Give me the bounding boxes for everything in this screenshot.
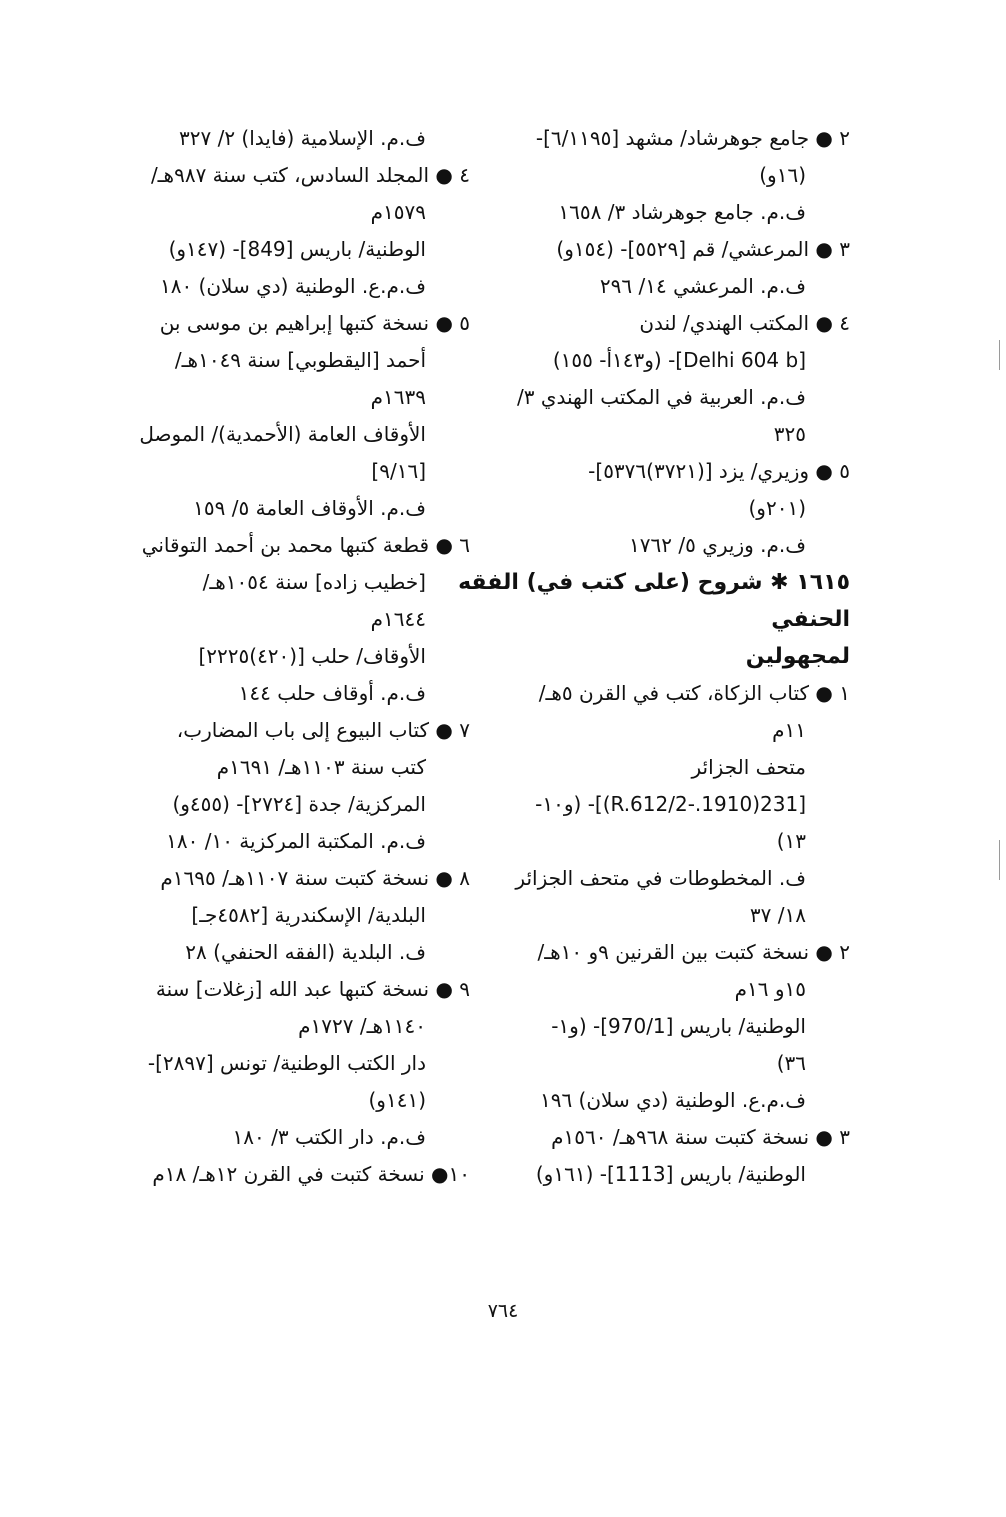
entry-detail-line: ف.م. المكتبة المركزية ١٠/ ١٨٠ [166, 829, 426, 853]
scan-edge-mark [999, 340, 1000, 370]
entry-detail-line: ف.م. الأوقاف العامة ٥/ ١٥٩ [193, 496, 426, 520]
section-subheading: لمجهولين [745, 644, 850, 669]
entry-detail-line: [خطيب زاده] سنة ١٠٥٤هـ/ [202, 570, 426, 594]
entry-detail-line: ف.م. الإسلامية (فايدا) ٢/ ٣٢٧ [178, 126, 426, 150]
entry-detail-line: الوطنية/ باريس [970/1]- (و١- [551, 1014, 806, 1038]
entry-detail-line: ف. البلدية (الفقه الحنفي) ٢٨ [185, 940, 426, 964]
section-title-line2: الحنفي [771, 607, 850, 632]
scan-edge-mark [999, 840, 1000, 880]
entry-detail-line: ١٦٣٩م [370, 385, 426, 409]
entry-detail-line: المركزية/ جدة [٢٧٢٤]- (٤٥٥و) [172, 792, 426, 816]
left-entries [125, 120, 470, 1193]
entry-detail-line: ٣٦) [776, 1051, 806, 1075]
entry-detail-line: ف.م. جامع جوهرشاد ٣/ ١٦٥٨ [558, 200, 806, 224]
entry-detail-line: ف.م. وزيري ٥/ ١٧٦٢ [629, 533, 806, 557]
entry-bullet-line: ٨ ● نسخة كتبت سنة ١١٠٧هـ/ ١٦٩٥م [160, 866, 470, 890]
entry-detail-line: (١٤١و) [368, 1088, 426, 1112]
entry-detail-line: [٩/١٦] [371, 459, 426, 483]
right-column [458, 120, 850, 1193]
entry-detail-line: ١٥٧٩م [370, 200, 426, 224]
entry-detail-line: ١٦٤٤م [370, 607, 426, 631]
entry-bullet-line: ٩ ● نسخة كتبها عبد الله [زغلات] سنة [155, 977, 470, 1001]
left-column [125, 120, 470, 1193]
right-entries-after-heading [505, 675, 850, 1193]
section-star-icon: ✱ [770, 570, 789, 595]
entry-bullet-line: ٤ ● المكتب الهندي/ لندن [639, 311, 850, 335]
entry-detail-line: أحمد [اليقطوبي] سنة ١٠٤٩هـ/ [174, 348, 426, 372]
entry-detail-line: [Delhi 604 b]- (و١٤٣أ- ١٥٥) [552, 348, 806, 372]
entry-bullet-line: ٧ ● كتاب البيوع إلى باب المضارب، [176, 718, 470, 742]
entry-detail-line: ف. المخطوطات في متحف الجزائر [515, 866, 806, 890]
entry-detail-line: الوطنية/ باريس [1113]- (١٦١و) [535, 1162, 806, 1186]
section-heading [458, 564, 850, 601]
entry-bullet-line: ٥ ● وزيري/ يزد [(٣٧٢١)٥٣٧٦]- [588, 459, 850, 483]
entry-detail-line: ف.م. العربية في المكتب الهندي ٣/ [517, 385, 806, 409]
entry-bullet-line: ٢ ● جامع جوهرشاد/ مشهد [٦/١١٩٥]- [535, 126, 850, 150]
page-number: ٧٦٤ [487, 1300, 519, 1322]
entry-detail-line: ١٥و ١٦م [734, 977, 806, 1001]
entry-detail-line: ف.م.ع. الوطنية (دي سلان) ١٩٦ [539, 1088, 806, 1112]
entry-detail-line: الوطنية/ باريس [849]- (١٤٧و) [168, 237, 426, 261]
entry-detail-line: ف.م. أوقاف حلب ١٤٤ [238, 681, 426, 705]
entry-detail-line: الأوقاف/ حلب [(٤٢٠)٢٢٢٥] [198, 644, 426, 668]
entry-bullet-line: ٦ ● قطعة كتبها محمد بن أحمد التوقاني [141, 533, 470, 557]
entry-detail-line: [231(1910.-R.612/2)]- (و١٠- [535, 792, 806, 816]
entry-detail-line: ٣٢٥ [773, 422, 806, 446]
entry-detail-line: ف.م.ع. الوطنية (دي سلان) ١٨٠ [159, 274, 426, 298]
entry-detail-line: كتب سنة ١١٠٣هـ/ ١٦٩١م [216, 755, 426, 779]
section-title-line1: شروح (على كتب في) الفقه [458, 570, 763, 595]
entry-bullet-line: ٣ ● نسخة كتبت سنة ٩٦٨هـ/ ١٥٦٠م [551, 1125, 850, 1149]
entry-detail-line: البلدية/ الإسكندرية [٤٥٨٢جـ] [191, 903, 426, 927]
entry-detail-line: ١٨/ ٣٧ [749, 903, 806, 927]
entry-bullet-line: ١ ● كتاب الزكاة، كتب في القرن ٥هـ/ [538, 681, 850, 705]
right-entries-before-heading [505, 120, 850, 564]
entry-detail-line: متحف الجزائر [691, 755, 806, 779]
entry-bullet-line: ١٠● نسخة كتبت في القرن ١٢هـ/ ١٨م [152, 1162, 470, 1186]
entry-bullet-line: ٣ ● المرعشي/ قم [٥٥٢٩]- (١٥٤و) [556, 237, 850, 261]
entry-bullet-line: ٢ ● نسخة كتبت بين القرنين ٩و ١٠هـ/ [537, 940, 850, 964]
entry-detail-line: ١١م [772, 718, 806, 742]
entry-detail-line: (١٦و) [759, 163, 806, 187]
entry-detail-line: ١١٤٠هـ/ ١٧٢٧م [298, 1014, 426, 1038]
section-number: ١٦١٥ [796, 570, 850, 595]
entry-detail-line: دار الكتب الوطنية/ تونس [٢٨٩٧]- [147, 1051, 426, 1075]
entry-detail-line: ف.م. المرعشي ١٤/ ٢٩٦ [599, 274, 806, 298]
entry-bullet-line: ٤ ● المجلد السادس، كتب سنة ٩٨٧هـ/ [150, 163, 470, 187]
entry-bullet-line: ٥ ● نسخة كتبها إبراهيم بن موسى بن [159, 311, 470, 335]
entry-detail-line: ف.م. دار الكتب ٣/ ١٨٠ [232, 1125, 426, 1149]
entry-detail-line: ١٣) [776, 829, 806, 853]
entry-detail-line: الأوقاف العامة (الأحمدية)/ الموصل [139, 422, 426, 446]
entry-detail-line: (٢٠١و) [748, 496, 806, 520]
